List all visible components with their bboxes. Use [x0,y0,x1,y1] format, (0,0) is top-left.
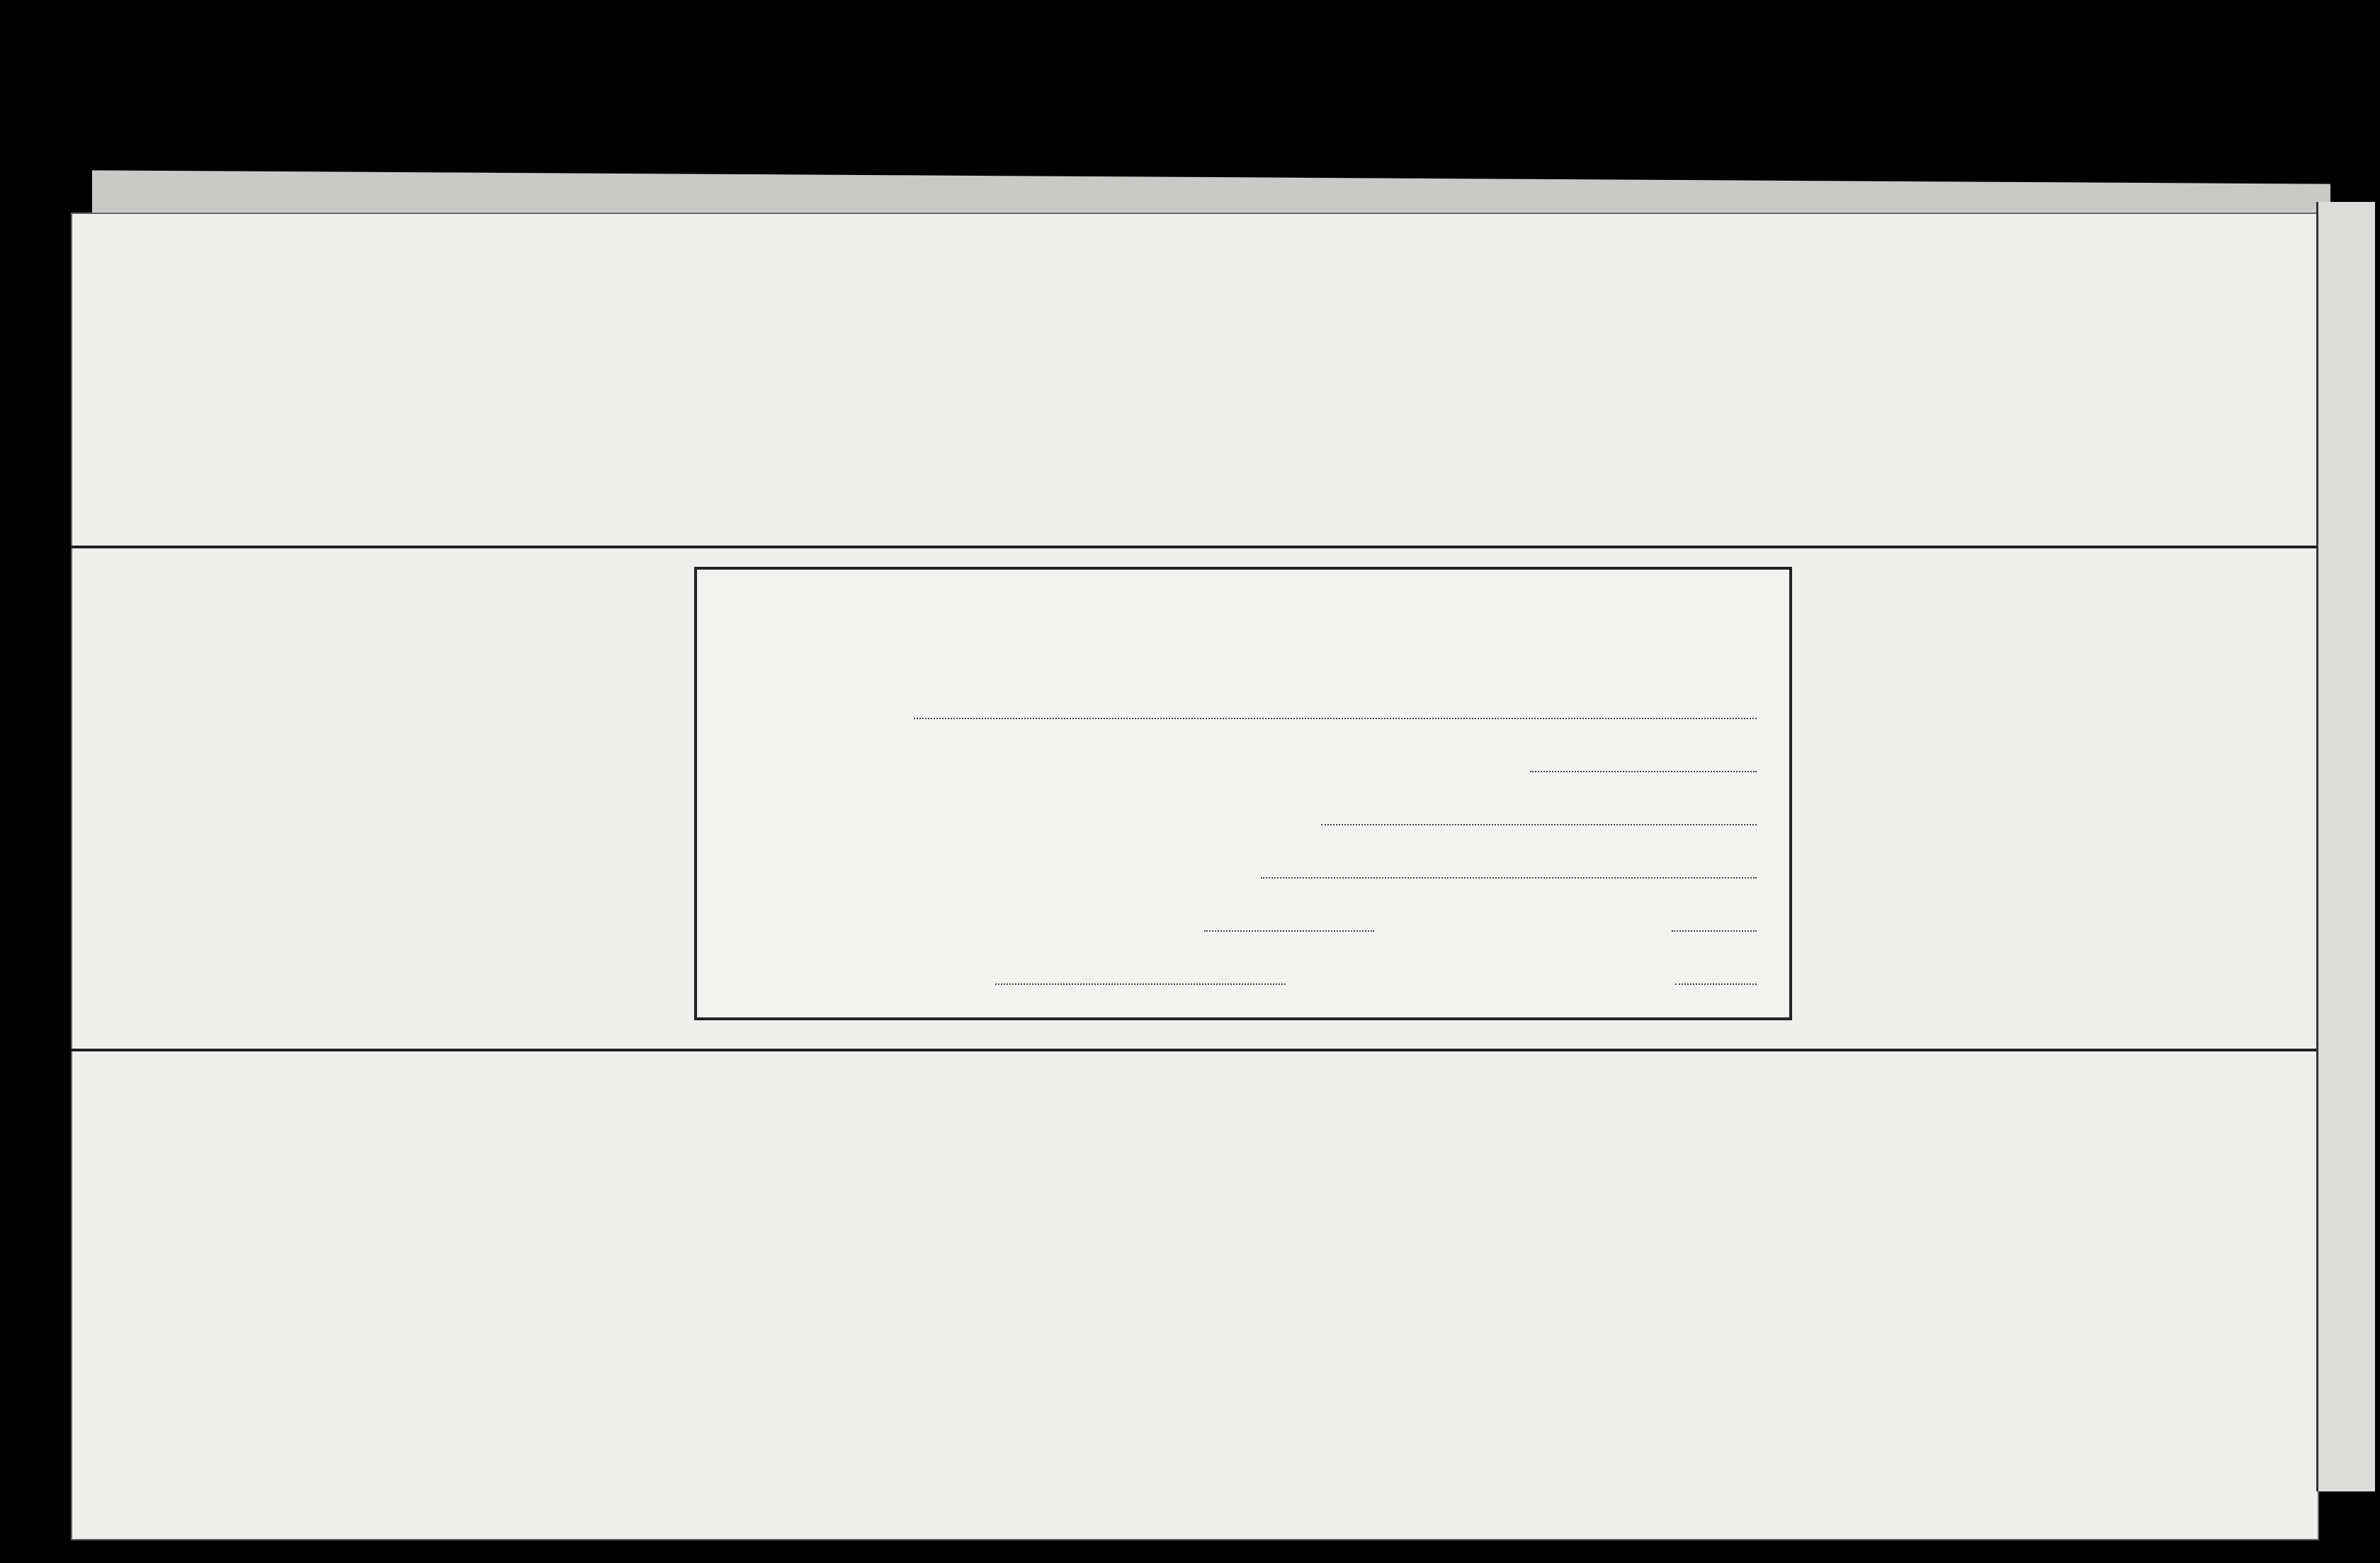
answer-line-5b[interactable] [1672,930,1757,932]
answer-line-6[interactable] [995,983,1286,985]
answer-line-5[interactable] [1204,930,1374,932]
answer-line-3[interactable] [1321,824,1757,825]
section-divider [71,546,2316,548]
answer-line-4[interactable] [1261,877,1757,879]
answer-line-6b[interactable] [1675,983,1757,985]
private-farm-box [694,567,1792,1020]
answer-line-2[interactable] [1530,771,1757,772]
answer-line-1[interactable] [914,718,1757,719]
page-margin [2316,202,2375,1491]
section-divider-2 [71,1049,2316,1051]
